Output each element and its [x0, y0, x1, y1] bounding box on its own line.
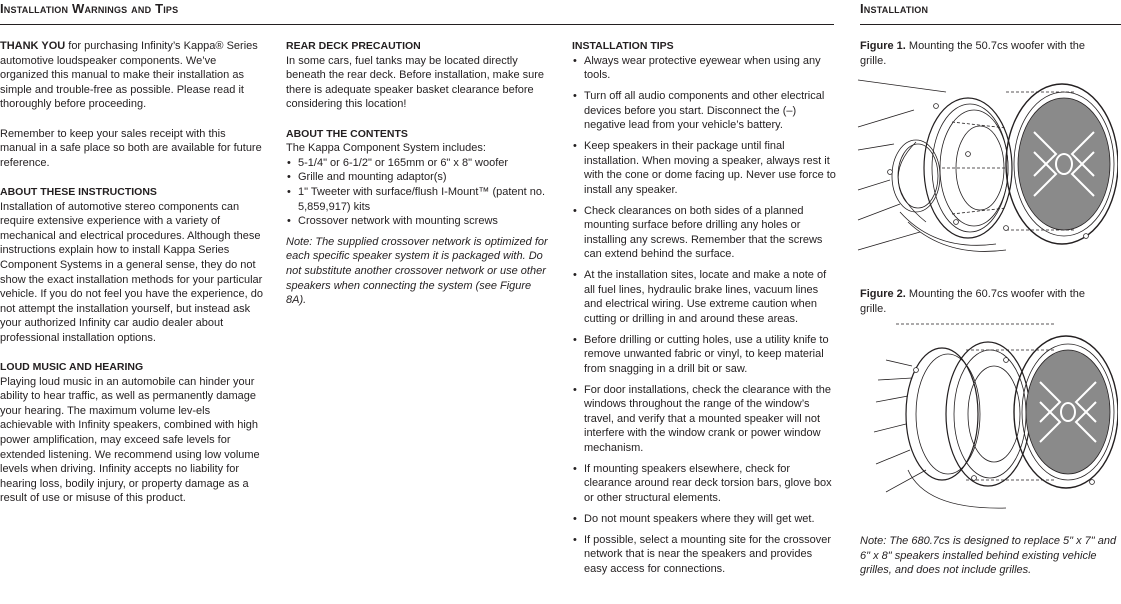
section-title-installation: Installation	[860, 1, 929, 16]
instructions-text: Installation of automotive stereo components can require extensive experience with a variety of mechanical and electrical procedures. Although these instructions explain how to install Kappa Series Component Systems in a general sense, they do not show the exact installation methods for your particular vehicle. If you do not feel you have the experience, do not attempt the installation yourself, but instead ask your authorized Infinity car audio dealer about professional installation options.	[0, 200, 263, 344]
list-item: • Do not mount speakers where they will get wet.	[572, 512, 836, 527]
figure-1-text: Mounting the 50.7cs woofer with the grille.	[860, 40, 1086, 67]
list-item: • Always wear protective eyewear when using any tools.	[572, 54, 836, 83]
list-item: • Check clearances on both sides of a planned mounting surface before drilling any holes or installing any screws. Remember that the screws can extend behind the surface.	[572, 204, 836, 262]
intro-text: for purchasing Infinity’s Kappa® Series automotive loudspeaker components. We’ve organized this manual to make their installation as simple and trouble-free as possible. Please read it thoroughly before proceeding.	[0, 40, 258, 111]
section-title-warnings: Installation Warnings and Tips	[0, 1, 179, 16]
instructions-heading: ABOUT THESE INSTRUCTIONS	[0, 185, 157, 198]
intro-paragraph	[0, 39, 264, 112]
figure-2-caption	[860, 287, 1090, 316]
title-rule-right	[860, 24, 1121, 25]
loud-music-section	[0, 360, 264, 506]
rear-deck-heading: REAR DECK PRECAUTION	[286, 40, 421, 52]
rear-deck-text: In some cars, fuel tanks may be located directly beneath the rear deck. Before installation, make sure there is adequate speaker basket clearance before considering this location!	[286, 54, 545, 111]
figure-1-woofer-diagram	[856, 72, 1118, 258]
list-item: • If possible, select a mounting site for the crossover network that is near the speakers and provides easy access for connections.	[572, 533, 836, 577]
thank-you-lead: THANK YOU	[0, 40, 66, 52]
tips-heading: INSTALLATION TIPS	[572, 40, 674, 52]
list-item: • Keep speakers in their package until final installation. When moving a speaker, always rest it with the cone or dome facing up. Never use force to install any speaker.	[572, 139, 836, 197]
column-tips	[572, 39, 836, 582]
loud-music-text: Playing loud music in an automobile can hinder your ability to hear traffic, as well as permanently damage your hearing. The maximum volume lev-els achievable with Infinity speakers, combined with high power amplification, may exceed safe levels for extended listening. We recommend using low volume levels when driving. Infinity accepts no liability for hearing loss, bodily injury, or property damage as a result of use or misuse of this product.	[0, 375, 260, 505]
list-item: • At the installation sites, locate and make a note of all fuel lines, hydraulic brake lines, vacuum lines and electrical wiring. Use extreme caution when cutting or drilling in and around these areas.	[572, 268, 836, 326]
contents-intro: The Kappa Component System includes:	[286, 142, 486, 155]
list-item: • 5-1/4" or 6-1/2" or 165mm or 6" x 8" woofer	[286, 156, 550, 171]
list-item: • Grille and mounting adaptor(s)	[286, 170, 550, 185]
figure-2-woofer-diagram	[856, 320, 1118, 520]
title-rule-left	[0, 24, 834, 25]
figure-2-label: Figure 2.	[860, 288, 906, 300]
contents-section	[286, 127, 550, 156]
list-item: • Before drilling or cutting holes, use a utility knife to remove unwanted fabric or vinyl, to keep material from snagging in a drill bit or saw.	[572, 333, 836, 377]
figure-2-text: Mounting the 60.7cs woofer with the grille.	[860, 288, 1086, 315]
list-item: • 1" Tweeter with surface/flush I-Mount™ (patent no. 5,859,917) kits	[286, 185, 550, 214]
rear-deck-section	[286, 39, 550, 112]
list-item: • Turn off all audio components and other electrical devices before you start. Disconnect the (–) negative lead from your vehicle’s battery.	[572, 89, 836, 133]
list-item: • For door installations, check the clearance with the windows throughout the range of the window’s travel, and verify that a mounted speaker will not interfere with the window crank or power window mechanism.	[572, 383, 836, 456]
crossover-note: Note: The supplied crossover network is optimized for each specific speaker system it is packaged with. Do not substitute another crossover network or use other speakers when connecting the system (see Figure 8A).	[286, 235, 548, 307]
receipt-paragraph: Remember to keep your sales receipt with this manual in a safe place so both are available for future reference.	[0, 127, 262, 169]
contents-heading: ABOUT THE CONTENTS	[286, 127, 408, 140]
column-intro	[0, 39, 264, 506]
instructions-section	[0, 185, 264, 346]
tips-list	[572, 54, 836, 577]
loud-music-heading: LOUD MUSIC AND HEARING	[0, 361, 144, 374]
figure-1-caption	[860, 39, 1090, 68]
list-item: • If mounting speakers elsewhere, check for clearance around rear deck torsion bars, glove box or other structural elements.	[572, 462, 836, 506]
figure-1-label: Figure 1.	[860, 40, 906, 52]
column-precautions	[286, 39, 550, 308]
list-item: • Crossover network with mounting screws	[286, 214, 550, 229]
figure-note: Note: The 680.7cs is designed to replace 5" x 7" and 6" x 8" speakers installed behind existing vehicle grilles, and does not include grilles.	[860, 535, 1117, 577]
contents-list	[286, 156, 550, 229]
